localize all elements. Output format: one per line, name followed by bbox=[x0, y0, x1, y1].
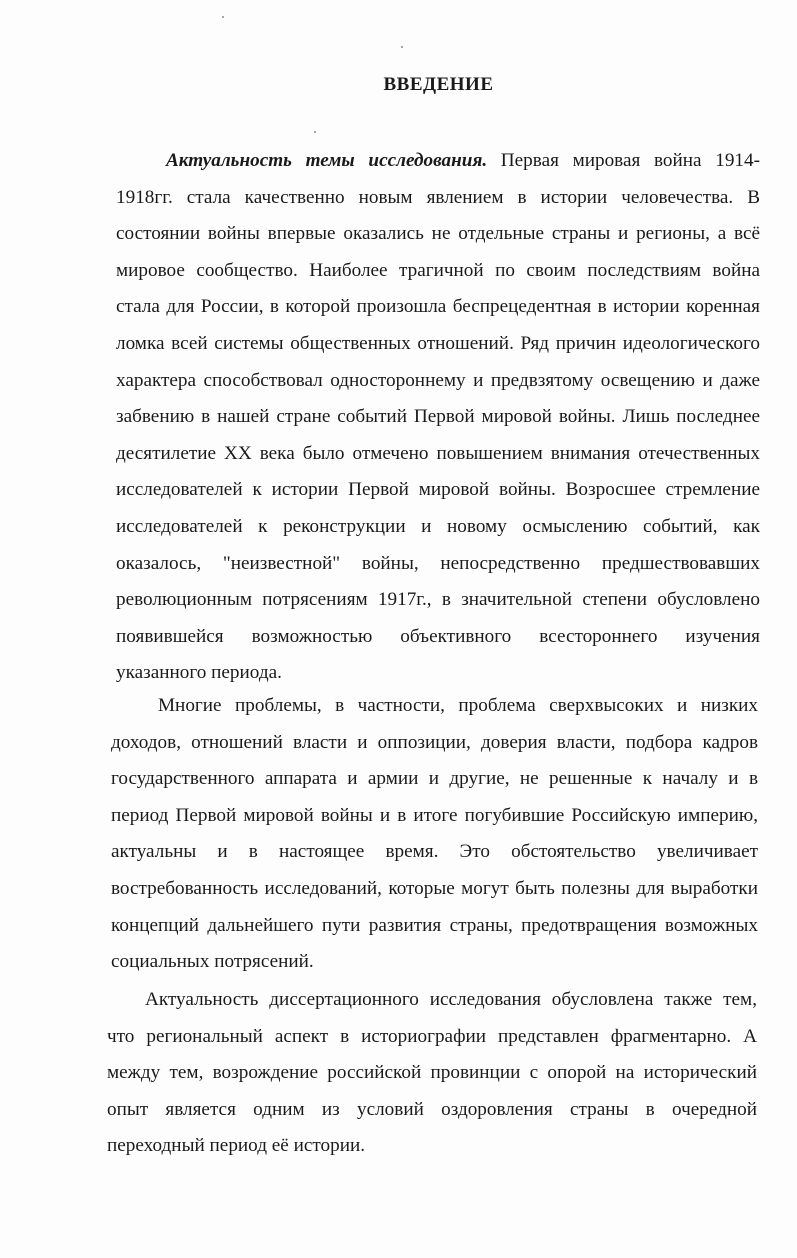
scan-speck bbox=[401, 46, 403, 48]
paragraph-problems bbox=[111, 688, 758, 981]
paragraph-regional bbox=[107, 982, 757, 1165]
paragraph-text: Актуальность диссертационного исследования обусловлена также тем, что региональный аспект в историографии представлен фрагментарно. А между тем, возрождение российской провинции с опорой на исторический опыт является одним из условий оздоровления страны в очередной переходный период её истории. bbox=[107, 989, 757, 1157]
paragraph-text: Первая мировая война 1914-1918гг. стала качественно новым явлением в истории человечества. В состоянии войны впервые оказались не отдельные страны и регионы, а всё мировое сообщество. Наиболее трагичной по своим последствиям война стала для России, в которой произошла беспрецедентная в истории коренная ломка всей системы общественных отношений. Ряд причин идеологического характера способствовал одностороннему и предвзятому освещению и даже забвению в нашей стране событий Первой мировой войны. Лишь последнее десятилетие XX века было отмечено повышением внимания отечественных исследователей к истории Первой мировой войны. Возросшее стремление исследователей к реконструкции и новому осмыслению событий, как оказалось, "неизвестной" войны, непосредственно предшествовавших революционным потрясениям 1917г., в значительной степени обусловлено появившейся возможностью объективного всестороннего изучения указанного периода. bbox=[116, 150, 760, 684]
page-title: ВВЕДЕНИЕ bbox=[383, 74, 494, 95]
scan-speck bbox=[222, 16, 224, 18]
scan-speck bbox=[314, 131, 316, 133]
paragraph-text: Многие проблемы, в частности, проблема сверхвысоких и низких доходов, отношений власти и оппозиции, доверия власти, подбора кадров государственного аппарата и армии и другие, не решенные к началу и в период Первой мировой войны и в итоге погубившие Российскую империю, актуальны и в настоящее время. Это обстоятельство увеличивает востребованность исследований, которые могут быть полезны для выработки концепций дальнейшего пути развития страны, предотвращения возможных социальных потрясений. bbox=[111, 695, 758, 973]
paragraph-relevance bbox=[116, 143, 760, 692]
paragraph-lead: Актуальность темы исследования. bbox=[166, 150, 488, 171]
